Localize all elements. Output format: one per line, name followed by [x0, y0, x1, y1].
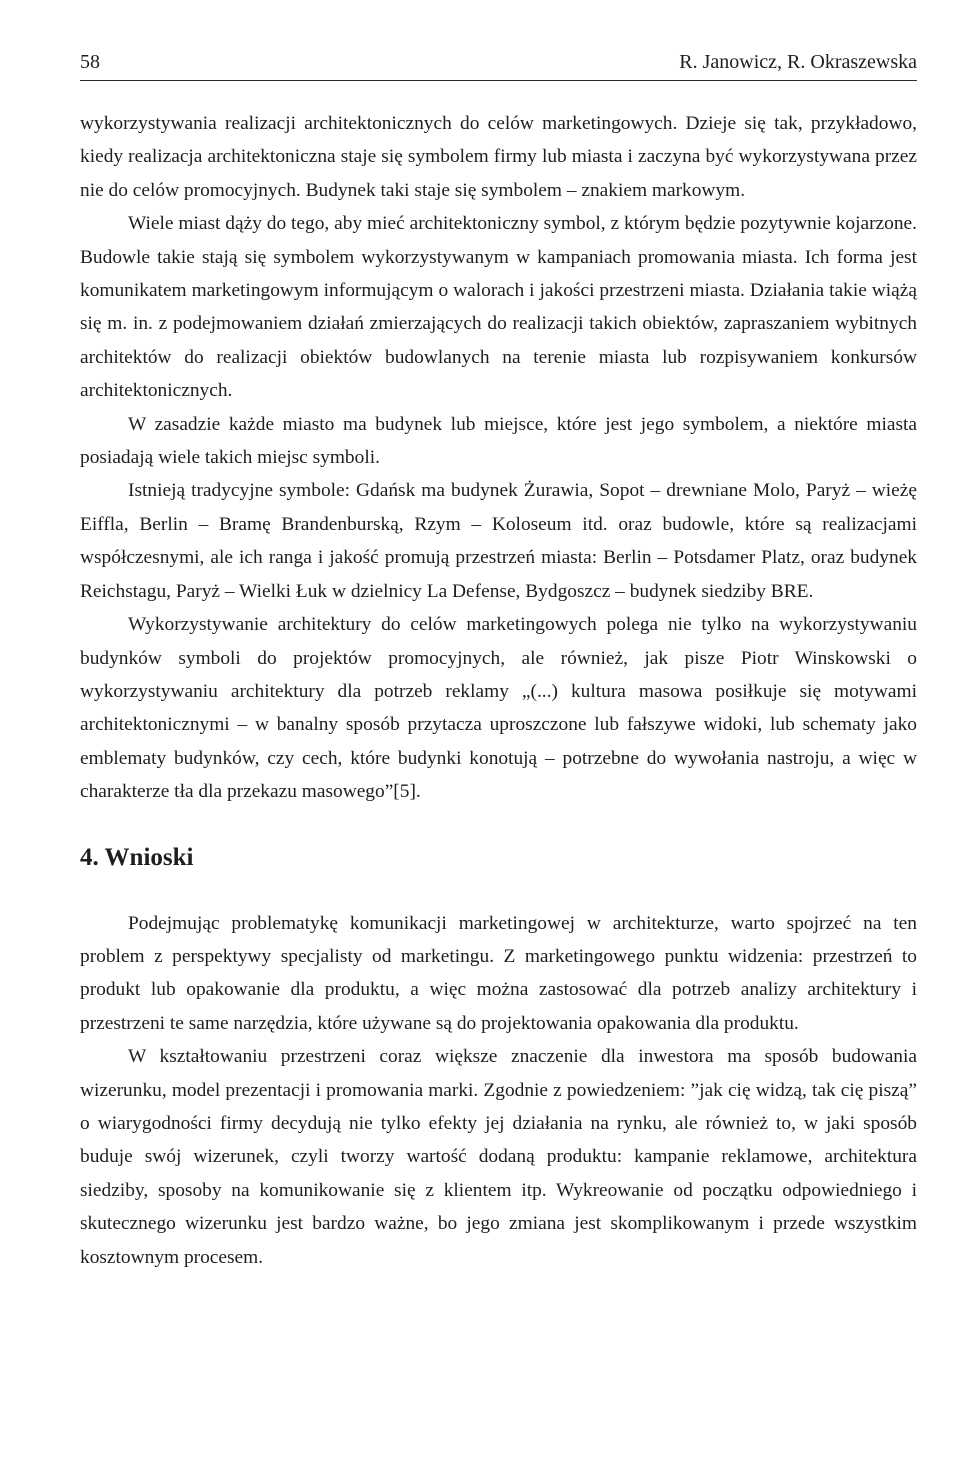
paragraph: Istnieją tradycyjne symbole: Gdańsk ma budynek Żurawia, Sopot – drewniane Molo, Paryż – wieżę Eiffla, Berlin – Bramę Brandenburską, Rzym – Koloseum itd. oraz budowle, które są realizacjami współczesnymi, ale ich ranga i jakość promują przestrzeń miasta: Berlin – Potsdamer Platz, oraz budynek Reichstagu, Paryż – Wielki Łuk w dzielnicy La Defense, Bydgoszcz – budynek siedziby BRE.: [80, 480, 917, 602]
body-text: [80, 107, 917, 1274]
running-authors: R. Janowicz, R. Okraszewska: [679, 51, 917, 73]
paragraph: W zasadzie każde miasto ma budynek lub miejsce, które jest jego symbolem, a niektóre miasta posiadają wiele takich miejsc symboli.: [80, 413, 917, 469]
paragraph: Podejmując problematykę komunikacji marketingowej w architekturze, warto spojrzeć na ten problem z perspektywy specjalisty od marketingu. Z marketingowego punktu widzenia: przestrzeń to produkt lub opakowanie dla produktu, a więc można zastosować dla potrzeb analizy architektury i przestrzeni te same narzędzia, które używane są do projektowania opakowania dla produktu.: [80, 912, 917, 1034]
paragraph: W kształtowaniu przestrzeni coraz większe znaczenie dla inwestora ma sposób budowania wizerunku, model prezentacji i promowania marki. Zgodnie z powiedzeniem: ”jak cię widzą, tak cię piszą” o wiarygodności firmy decydują nie tylko efekty jej działania na rynku, ale również to, w jaki sposób buduje swój wizerunek, czyli tworzy wartość dodaną produktu: kampanie reklamowe, architektura siedziby, sposoby na komunikowanie się z klientem itp. Wykreowanie od początku odpowiedniego i skutecznego wizerunku jest bardzo ważne, bo jego zmiana jest skomplikowanym i przede wszystkim kosztownym procesem.: [80, 1046, 917, 1268]
section-heading: 4. Wnioski: [80, 843, 194, 871]
paragraph: Wiele miast dąży do tego, aby mieć architektoniczny symbol, z którym będzie pozytywnie kojarzone. Budowle takie stają się symbolem wykorzystywanym w kampaniach promowania miasta. Ich forma jest komunikatem marketingowym informującym o walorach i jakości przestrzeni miasta. Działania takie wiążą się m. in. z podejmowaniem działań zmierzających do realizacji takich obiektów, zapraszaniem wybitnych architektów do realizacji obiektów budowlanych na terenie miasta lub rozpisywaniem konkursów architektonicznych.: [80, 213, 917, 402]
running-header: [80, 50, 917, 81]
paragraph: wykorzystywania realizacji architektonicznych do celów marketingowych. Dzieje się tak, przykładowo, kiedy realizacja architektoniczna staje się symbolem firmy lub miasta i zaczyna być wykorzystywana przez nie do celów promocyjnych. Budynek taki staje się symbolem – znakiem markowym.: [80, 113, 917, 201]
paragraph: Wykorzystywanie architektury do celów marketingowych polega nie tylko na wykorzystywaniu budynków symboli do projektów promocyjnych, ale również, jak pisze Piotr Winskowski o wykorzystywaniu architektury dla potrzeb reklamy „(...) kultura masowa posiłkuje się motywami architektonicznymi – w banalny sposób przytacza uproszczone lub fałszywe widoki, lub schematy jako emblematy budynków, czy cech, które budynki konotują – potrzebne do wywołania nastroju, a więc w charakterze tła dla przekazu masowego”[5].: [80, 614, 917, 803]
document-page: [80, 50, 917, 1274]
page-number: 58: [80, 51, 100, 73]
